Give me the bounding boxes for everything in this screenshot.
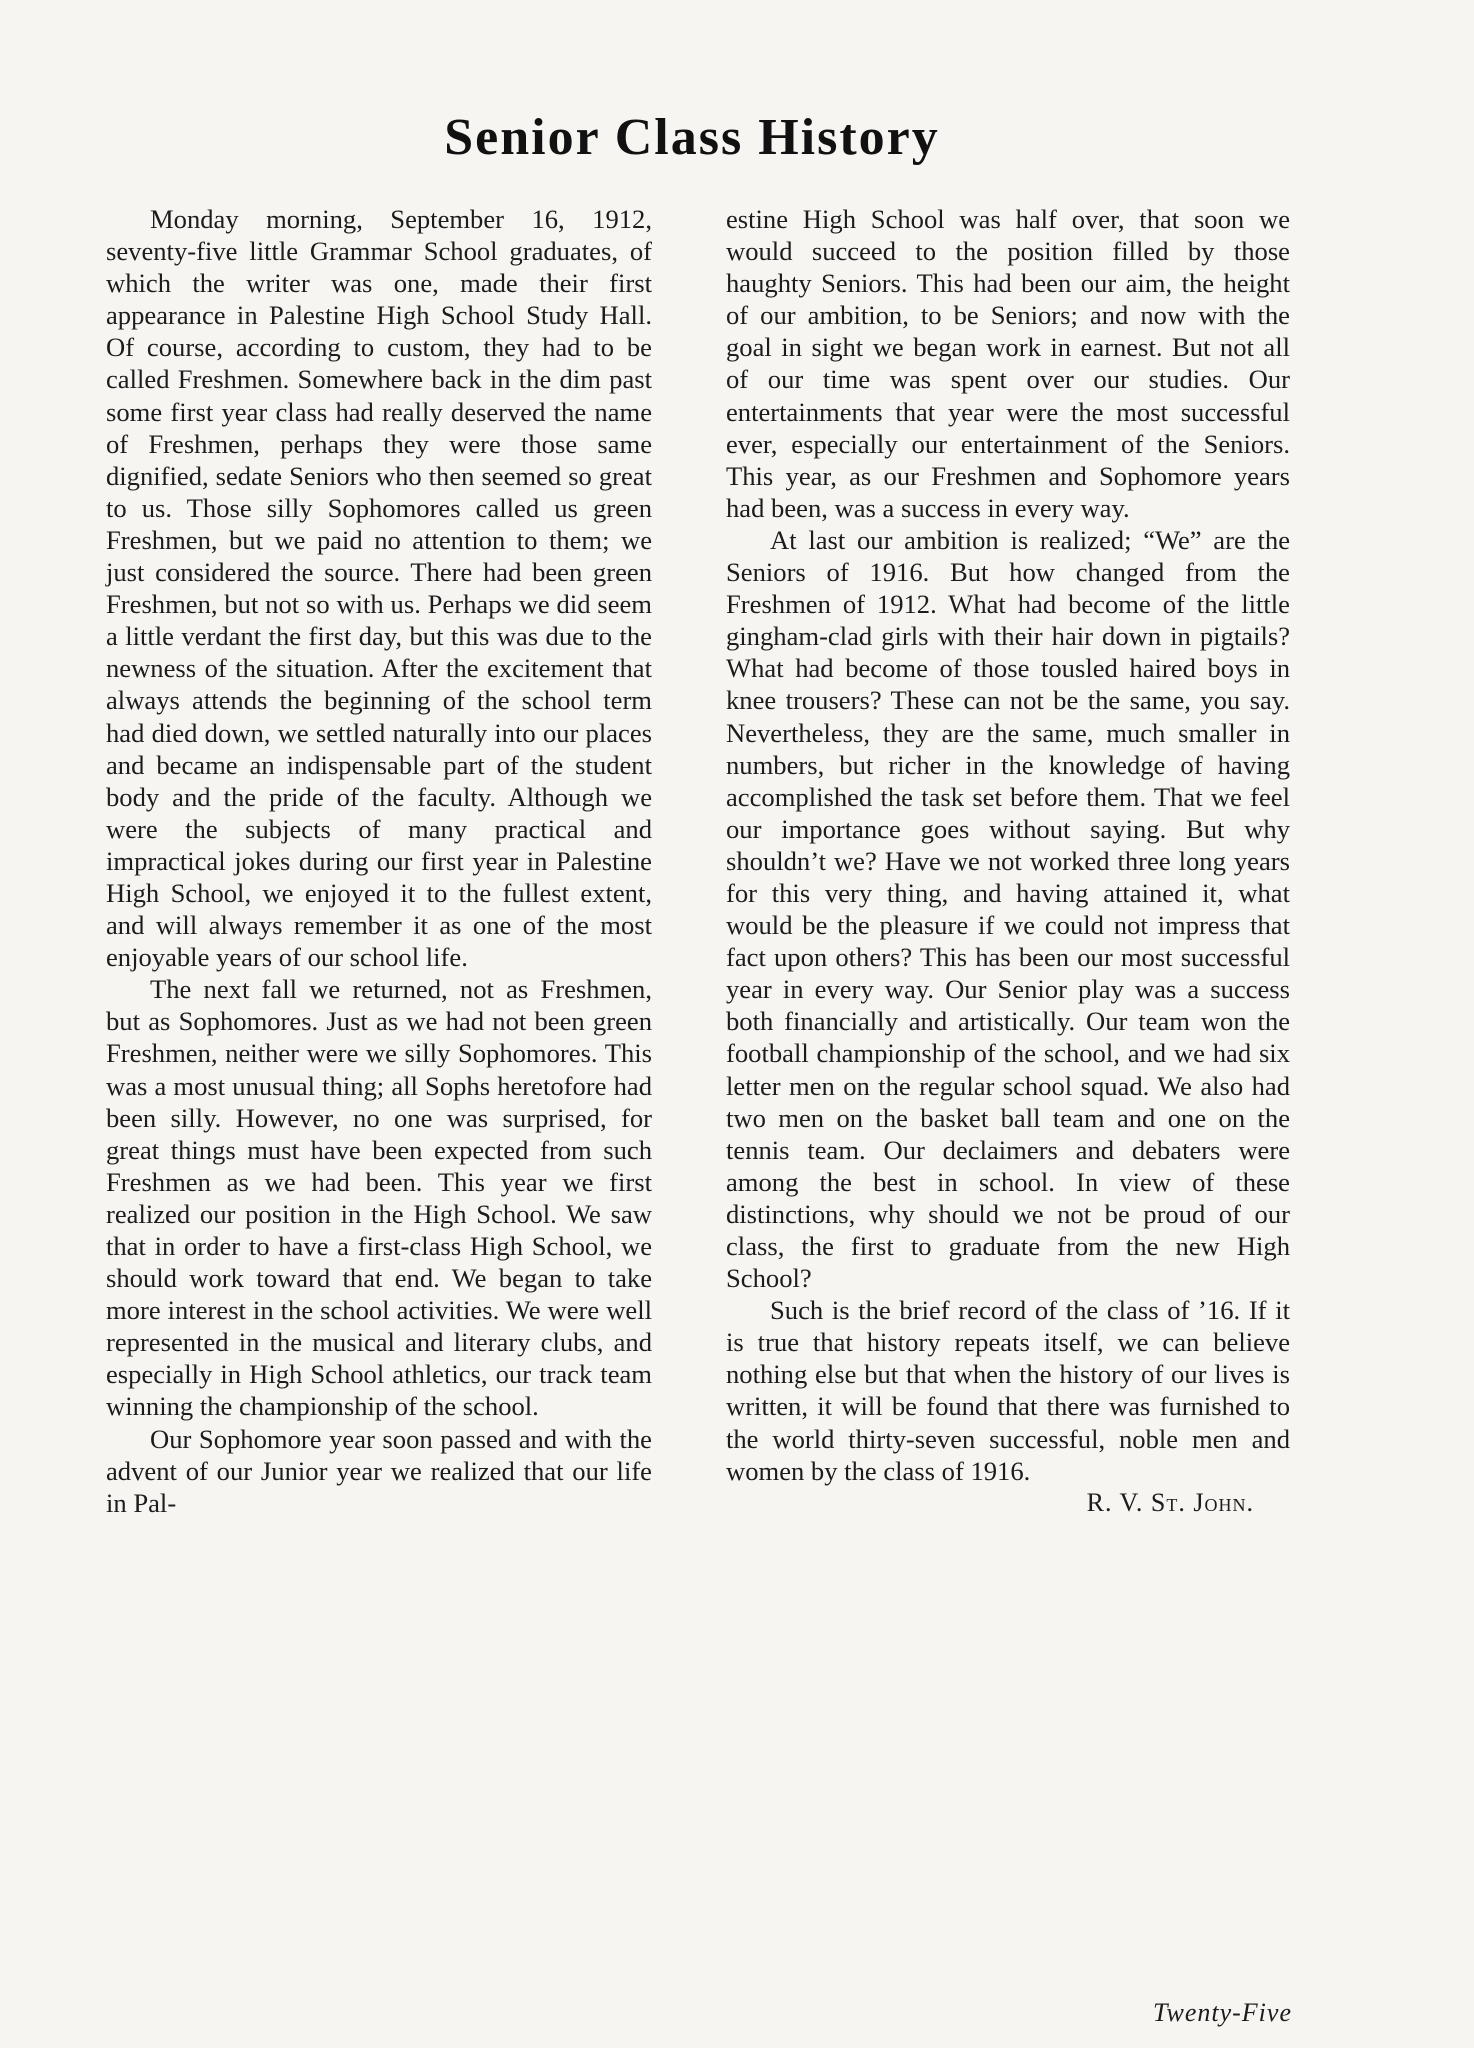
- paragraph-senior-year: At last our ambition is realized; “We” are the Seniors of 1916. But how changed from the Freshmen of 1912. What had become of the little gingham-clad girls with their hair down in pigtails? What had become of those tousled haired boys in knee trousers? These can not be the same, you say. Nevertheless, they are the same, much smaller in numbers, but richer in the knowledge of having accomplished the task set before them. That we feel our importance goes without saying. But why shouldn’t we? Have we not worked three long years for this very thing, and having attained it, what would be the pleasure if we could not impress that fact upon others? This has been our most successful year in every way. Our Senior play was a success both financially and artistically. Our team won the football championship of the school, and we had six letter men on the regular school squad. We also had two men on the basket ball team and one on the tennis team. Our declaimers and debaters were among the best in school. In view of these distinctions, why should we not be proud of our class, the first to graduate from the new High School?: [726, 524, 1290, 1294]
- paragraph-junior-year-continued: estine High School was half over, that soon we would succeed to the position filled by those haughty Seniors. This had been our aim, the height of our ambition, to be Seniors; and now with the goal in sight we began work in earnest. But not all of our time was spent over our studies. Our entertainments that year were the most successful ever, especially our entertainment of the Seniors. This year, as our Freshmen and Sophomore years had been, was a success in every way.: [726, 204, 1290, 523]
- paragraph-freshman-year: Monday morning, September 16, 1912, seventy-five little Grammar School graduates, of which the writer was one, made their first appearance in Palestine High School Study Hall. Of course, according to custom, they had to be called Freshmen. Somewhere back in the dim past some first year class had really deserved the name of Freshmen, perhaps they were those same dignified, sedate Seniors who then seemed so great to us. Those silly Sophomores called us green Freshmen, but we paid no attention to them; we just considered the source. There had been green Freshmen, but not so with us. Perhaps we did seem a little verdant the first day, but this was due to the newness of the situation. After the excitement that always attends the beginning of the school term had died down, we settled naturally into our places and became an indispensable part of the student body and the pride of the faculty. Although we were the subjects of many practical and impractical jokes during our first year in Palestine High School, we enjoyed it to the fullest extent, and will always remember it as one of the most enjoyable years of our school life.: [106, 204, 652, 973]
- page-number: Twenty-Five: [1152, 1998, 1292, 2027]
- paragraph-closing: Such is the brief record of the class of ’16. If it is true that history repeats itself, we can believe nothing else but that when the history of our lives is written, it will be found that there was furnished to the world thirty-seven successful, noble men and women by the class of 1916.: [726, 1295, 1290, 1486]
- page-title: Senior Class History: [444, 109, 940, 166]
- paragraph-junior-year-start: Our Sophomore year soon passed and with the advent of our Junior year we realized that our life in Pal-: [106, 1423, 652, 1518]
- right-text-column: [726, 203, 1290, 1519]
- paragraph-sophomore-year: The next fall we returned, not as Freshmen, but as Sophomores. Just as we had not been green Freshmen, neither were we silly Sophomores. This was a most unusual thing; all Sophs heretofore had been silly. However, no one was surprised, for great things must have been expected from such Freshmen as we had been. This year we first realized our position in the High School. We saw that in order to have a first-class High School, we should work toward that end. We began to take more interest in the school activities. We were well represented in the musical and literary clubs, and especially in High School athletics, our track team winning the championship of the school.: [106, 974, 652, 1422]
- left-text-column: [106, 203, 652, 1519]
- author-signature: R. V. St. John.: [1086, 1487, 1254, 1517]
